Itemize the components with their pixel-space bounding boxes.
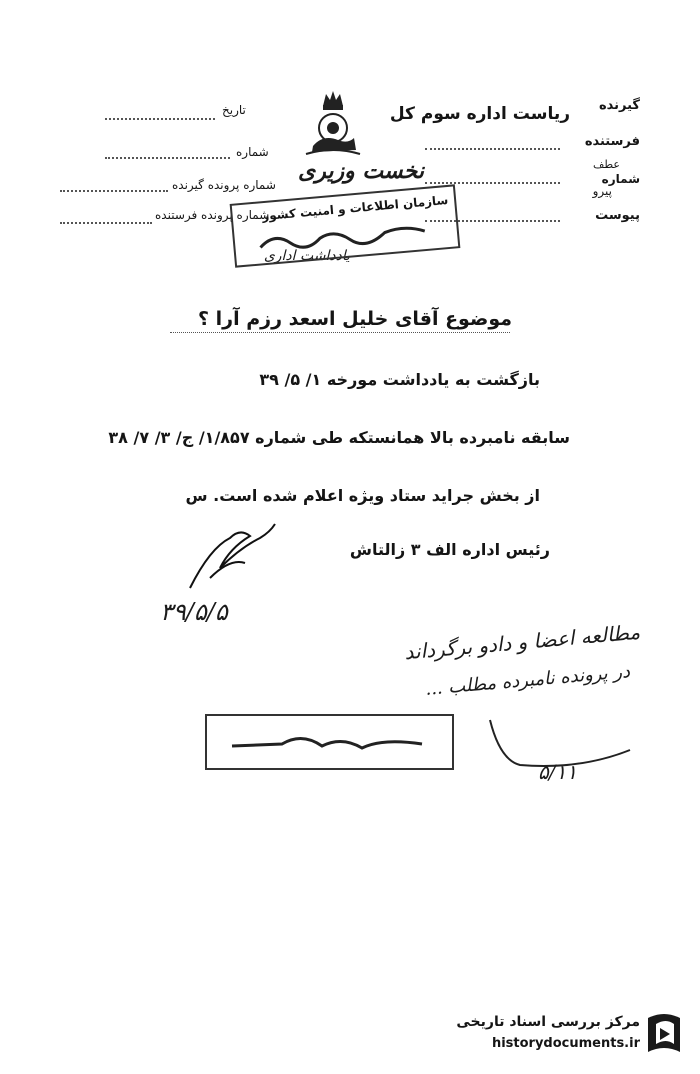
date-dots xyxy=(105,118,215,120)
number-note: عطف xyxy=(593,158,620,171)
handwritten-note-2: در پرونده نامبرده مطلب ... xyxy=(424,661,631,700)
body-line-2: سابقه نامبرده بالا همانستکه طی شماره ۱/۸۵۷/ ج/ ۳/ ۷/ ۳۸ xyxy=(108,428,570,447)
footer-site-name: مرکز بررسی اسناد تاریخی xyxy=(456,1014,640,1030)
receiver-label: گیرنده xyxy=(598,98,640,113)
receiver-file-dots xyxy=(60,190,168,192)
registration-stamp xyxy=(230,184,461,267)
archive-logo-icon xyxy=(644,1010,684,1056)
attachment-label: پیوست xyxy=(595,208,640,223)
handwritten-note-1: مطالعه اعضا و دادو برگرداند xyxy=(402,619,641,665)
bottom-stamp xyxy=(205,714,454,770)
signature-title: رئیس اداره الف ۳ زالتاش xyxy=(349,540,550,559)
number-label: شماره xyxy=(601,172,640,186)
handwritten-number: ۵/۱۱ xyxy=(538,760,577,784)
stamp-organization: سازمان اطلاعات و امنیت کشور xyxy=(261,192,449,224)
receiver-file-label: شماره پرونده گیرنده xyxy=(172,178,276,192)
signature-icon xyxy=(170,518,290,598)
handwritten-date: ۳۹/۵/۵ xyxy=(160,598,228,626)
sender-label: فرستنده xyxy=(584,134,640,149)
body-line-3: از بخش جراید ستاد ویژه اعلام شده است. س xyxy=(185,486,540,505)
subject-underline xyxy=(170,332,510,333)
lion-and-sun-emblem xyxy=(298,88,368,160)
footer-watermark xyxy=(430,1010,690,1060)
bottom-stamp-scribble-icon xyxy=(222,726,437,758)
date-label: تاریخ xyxy=(222,103,246,117)
left-number-label: شماره xyxy=(236,145,269,159)
footer-site-url[interactable]: historydocuments.ir xyxy=(491,1036,640,1051)
number-dots xyxy=(425,182,560,184)
body-line-1: بازگشت به یادداشت مورخه ۱/ ۵/ ۳۹ xyxy=(259,370,540,389)
sender-dots xyxy=(425,148,560,150)
sender-file-label: شماره پرونده فرستنده xyxy=(155,208,270,222)
ministry-title: نخست وزیری xyxy=(298,158,424,184)
handwritten-top: یادداشت اداری xyxy=(263,248,350,264)
receiver-value: ریاست اداره سوم کل xyxy=(389,104,570,124)
sender-file-dots xyxy=(60,222,152,224)
number-note2: پیرو xyxy=(592,184,612,198)
left-number-dots xyxy=(105,157,230,159)
subject-line: موضوع آقای خلیل اسعد رزم آرا ؟ xyxy=(198,308,512,330)
